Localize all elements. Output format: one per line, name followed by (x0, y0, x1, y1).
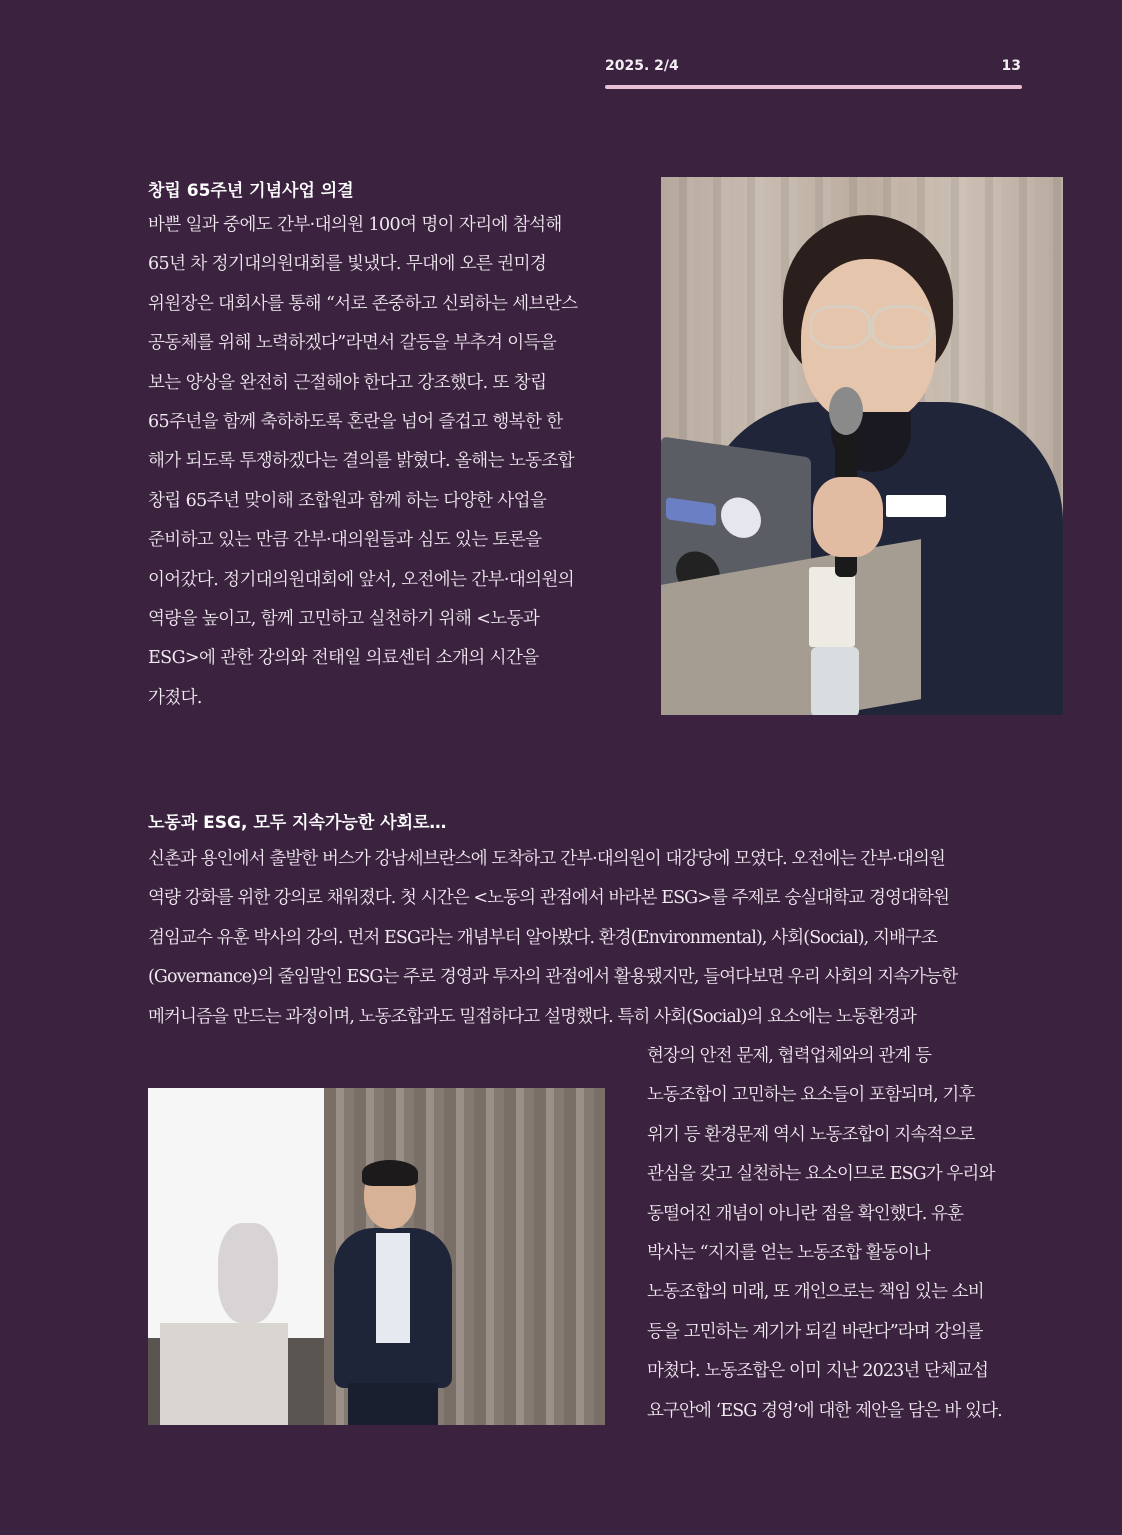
text-line: 현장의 안전 문제, 협력업체와의 관계 등 (647, 1046, 932, 1066)
text-line: 65년 차 정기대의원대회를 빛냈다. 무대에 오른 권미경 (148, 254, 547, 275)
text-line: 보는 양상을 완전히 근절해야 한다고 강조했다. 또 창립 (148, 372, 547, 393)
text-line: 역량을 높이고, 함께 고민하고 실천하기 위해 <노동과 (148, 609, 540, 630)
section2-heading: 노동과 ESG, 모두 지속가능한 사회로… (148, 813, 447, 833)
text-line: 역량 강화를 위한 강의로 채워졌다. 첫 시간은 <노동의 관점에서 바라본 ESG>를 주제로 숭실대학교 경영대학원 (148, 888, 950, 909)
section1-heading: 창립 65주년 기념사업 의결 (148, 181, 354, 201)
text-line: (Governance)의 줄임말인 ESG는 주로 경영과 투자의 관점에서 활용됐지만, 들여다보면 우리 사회의 지속가능한 (148, 967, 958, 988)
text-line: ESG>에 관한 강의와 전태일 의료센터 소개의 시간을 (148, 648, 539, 669)
text-line: 이어갔다. 정기대의원대회에 앞서, 오전에는 간부·대의원의 (148, 569, 575, 590)
section1-body (148, 206, 577, 718)
text-line: 겸임교수 유훈 박사의 강의. 먼저 ESG라는 개념부터 알아봤다. 환경(Environmental), 사회(Social), 지배구조 (148, 927, 938, 948)
text-line: 요구안에 ‘ESG 경영’에 대한 제안을 담은 바 있다. (647, 1400, 1002, 1421)
text-line: 가졌다. (148, 687, 202, 708)
text-line: 창립 65주년 맞이해 조합원과 함께 하는 다양한 사업을 (148, 490, 547, 511)
page-number: 13 (1001, 58, 1021, 74)
header-date: 2025. 2/4 (605, 58, 679, 74)
text-line: 마쳤다. 노동조합은 이미 지난 2023년 단체교섭 (647, 1361, 988, 1382)
text-line: 위원장은 대회사를 통해 “서로 존중하고 신뢰하는 세브란스 (148, 293, 578, 314)
text-line: 신촌과 용인에서 출발한 버스가 강남세브란스에 도착하고 간부·대의원이 대강당에 모였다. 오전에는 간부·대의원 (148, 849, 945, 869)
text-line: 위기 등 환경문제 역시 노동조합이 지속적으로 (647, 1124, 975, 1145)
photo-lecturer (148, 1088, 605, 1425)
text-line: 바쁜 일과 중에도 간부·대의원 100여 명이 자리에 참석해 (148, 215, 562, 235)
text-line: 관심을 갖고 실천하는 요소이므로 ESG가 우리와 (647, 1164, 995, 1185)
text-line: 메커니즘을 만드는 과정이며, 노동조합과도 밀접하다고 설명했다. 특히 사회(Social)의 요소에는 노동환경과 (148, 1006, 916, 1027)
text-line: 65주년을 함께 축하하도록 혼란을 넘어 즐겁고 행복한 한 (148, 412, 563, 433)
text-line: 공동체를 위해 노력하겠다”라면서 갈등을 부추겨 이득을 (148, 333, 557, 354)
text-line: 동떨어진 개념이 아니란 점을 확인했다. 유훈 (647, 1203, 964, 1224)
text-line: 박사는 “지지를 얻는 노동조합 활동이나 (647, 1243, 930, 1264)
text-line: 등을 고민하는 계기가 되길 바란다”라며 강의를 (647, 1321, 983, 1342)
text-line: 준비하고 있는 만큼 간부·대의원들과 심도 있는 토론을 (148, 530, 542, 551)
text-line: 노동조합이 고민하는 요소들이 포함되며, 기후 (647, 1085, 975, 1106)
photo-speaker-podium (661, 177, 1063, 715)
text-line: 해가 되도록 투쟁하겠다는 결의를 밝혔다. 올해는 노동조합 (148, 451, 575, 472)
header-rule (605, 85, 1022, 89)
section2-body-full (148, 840, 957, 1037)
text-line: 노동조합의 미래, 또 개인으로는 책임 있는 소비 (647, 1282, 984, 1303)
section2-body-column (647, 1037, 1002, 1431)
